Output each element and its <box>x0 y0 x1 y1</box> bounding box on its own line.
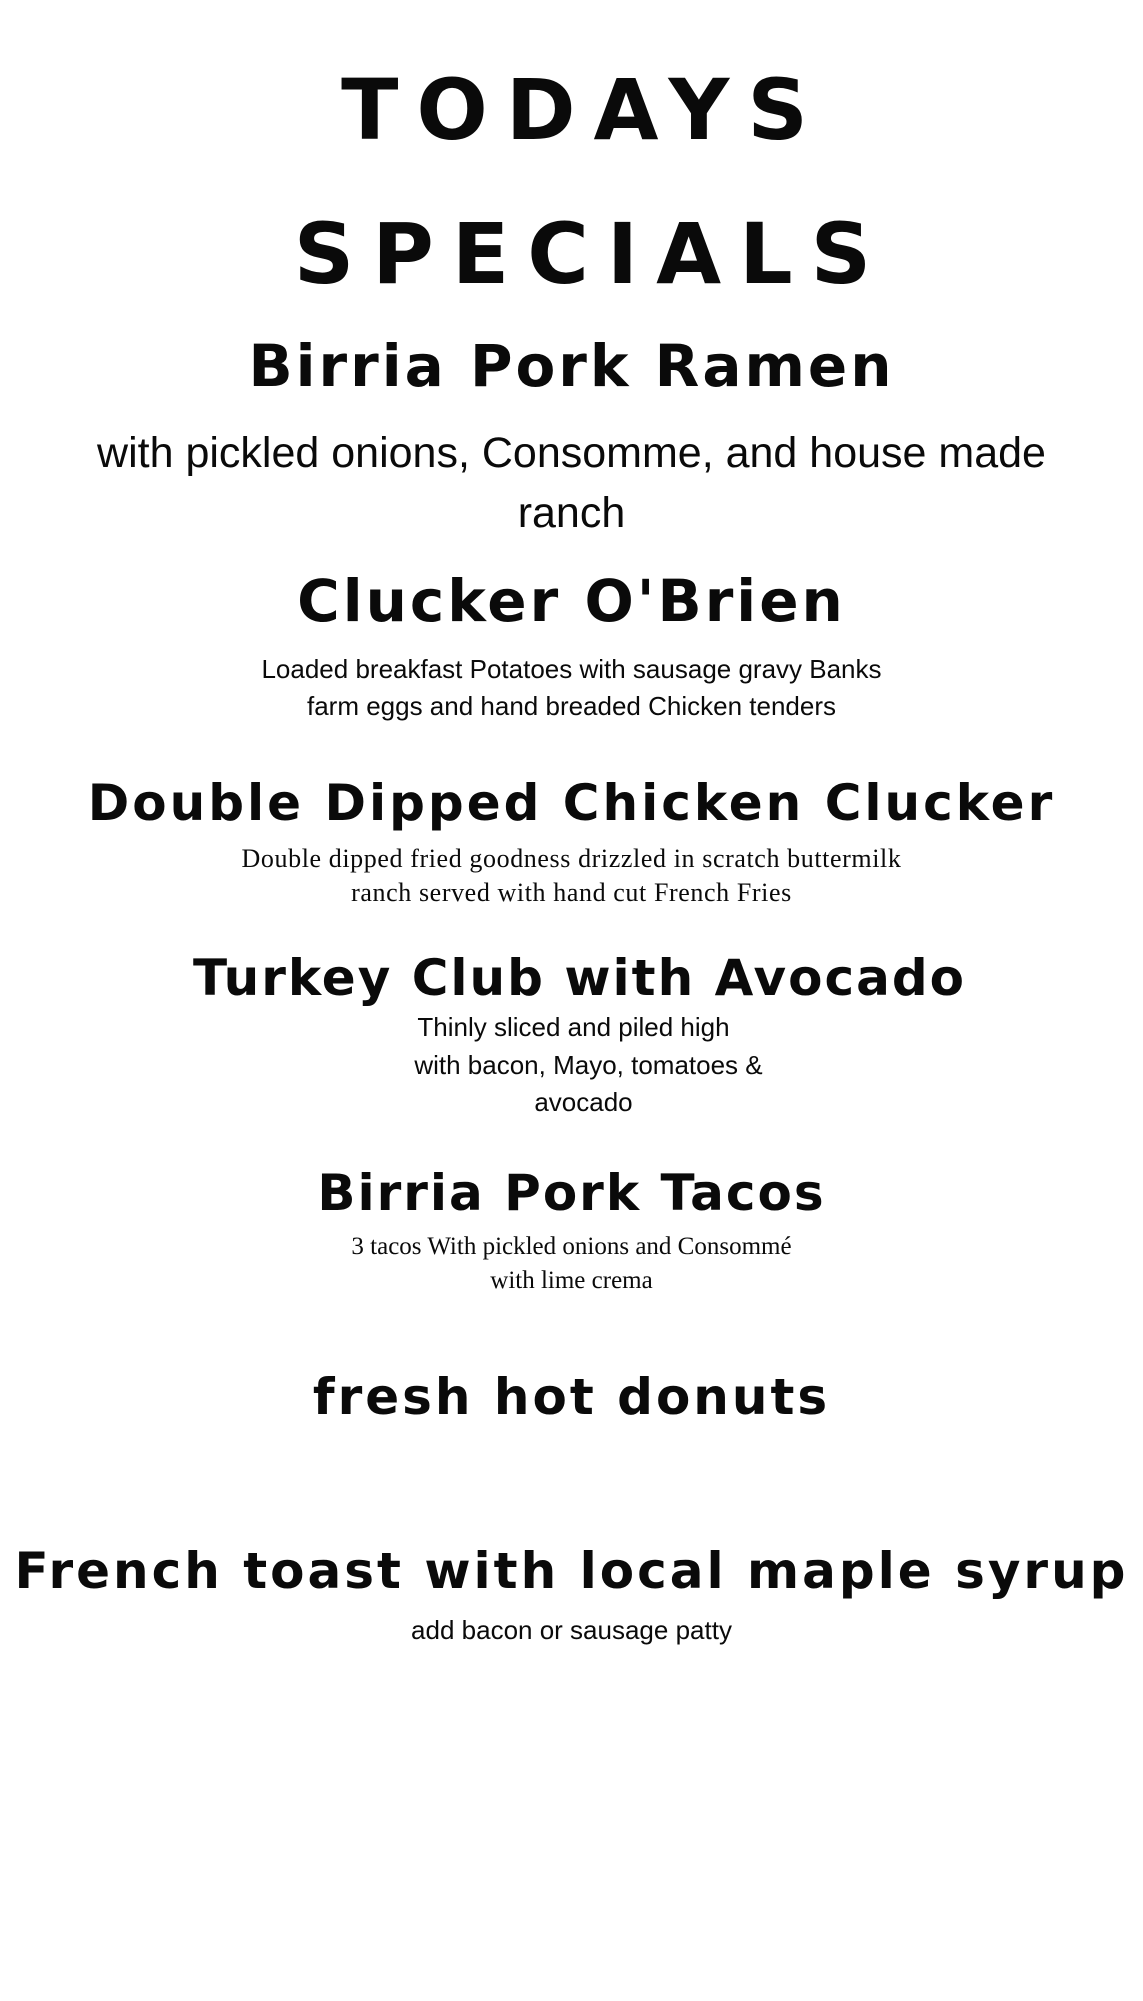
description-line: farm eggs and hand breaded Chicken tenders <box>306 690 836 721</box>
description-line: Loaded breakfast Potatoes with sausage gravy Banks <box>261 654 882 684</box>
item-name-birria-ramen: Birria Pork Ramen <box>248 332 895 400</box>
description-line: add bacon or sausage patty <box>411 1615 732 1645</box>
item-description-clucker-obrien <box>0 651 1143 725</box>
title-line-1: TODAYS <box>341 61 826 159</box>
description-line: with bacon, Mayo, tomatoes & <box>414 1049 763 1080</box>
item-description-birria-ramen <box>0 423 1143 543</box>
description-line: avocado <box>534 1087 633 1118</box>
description-line: Thinly sliced and piled high <box>417 1012 730 1042</box>
item-name-birria-tacos: Birria Pork Tacos <box>317 1164 826 1222</box>
description-line: ranch <box>517 489 626 538</box>
item-name-turkey-club: Turkey Club with Avocado <box>193 949 966 1007</box>
item-description-turkey-club <box>0 1009 1143 1122</box>
description-line: Double dipped fried goodness drizzled in scratch buttermilk <box>241 844 902 873</box>
description-line: ranch served with hand cut French Fries <box>351 878 792 908</box>
item-description-double-dipped <box>0 842 1143 911</box>
item-name-double-dipped: Double Dipped Chicken Clucker <box>87 774 1056 832</box>
item-name-french-toast: French toast with local maple syrup <box>14 1542 1129 1600</box>
description-line: 3 tacos With pickled onions and Consommé <box>351 1233 792 1260</box>
description-line: with lime crema <box>490 1266 653 1294</box>
item-description-french-toast <box>0 1612 1143 1648</box>
item-name-donuts: fresh hot donuts <box>312 1368 831 1426</box>
item-description-birria-tacos <box>0 1230 1143 1298</box>
description-line: with pickled onions, Consomme, and house made <box>97 429 1046 477</box>
item-name-clucker-obrien: Clucker O'Brien <box>297 567 846 635</box>
title-line-2: SPECIALS <box>293 205 890 303</box>
